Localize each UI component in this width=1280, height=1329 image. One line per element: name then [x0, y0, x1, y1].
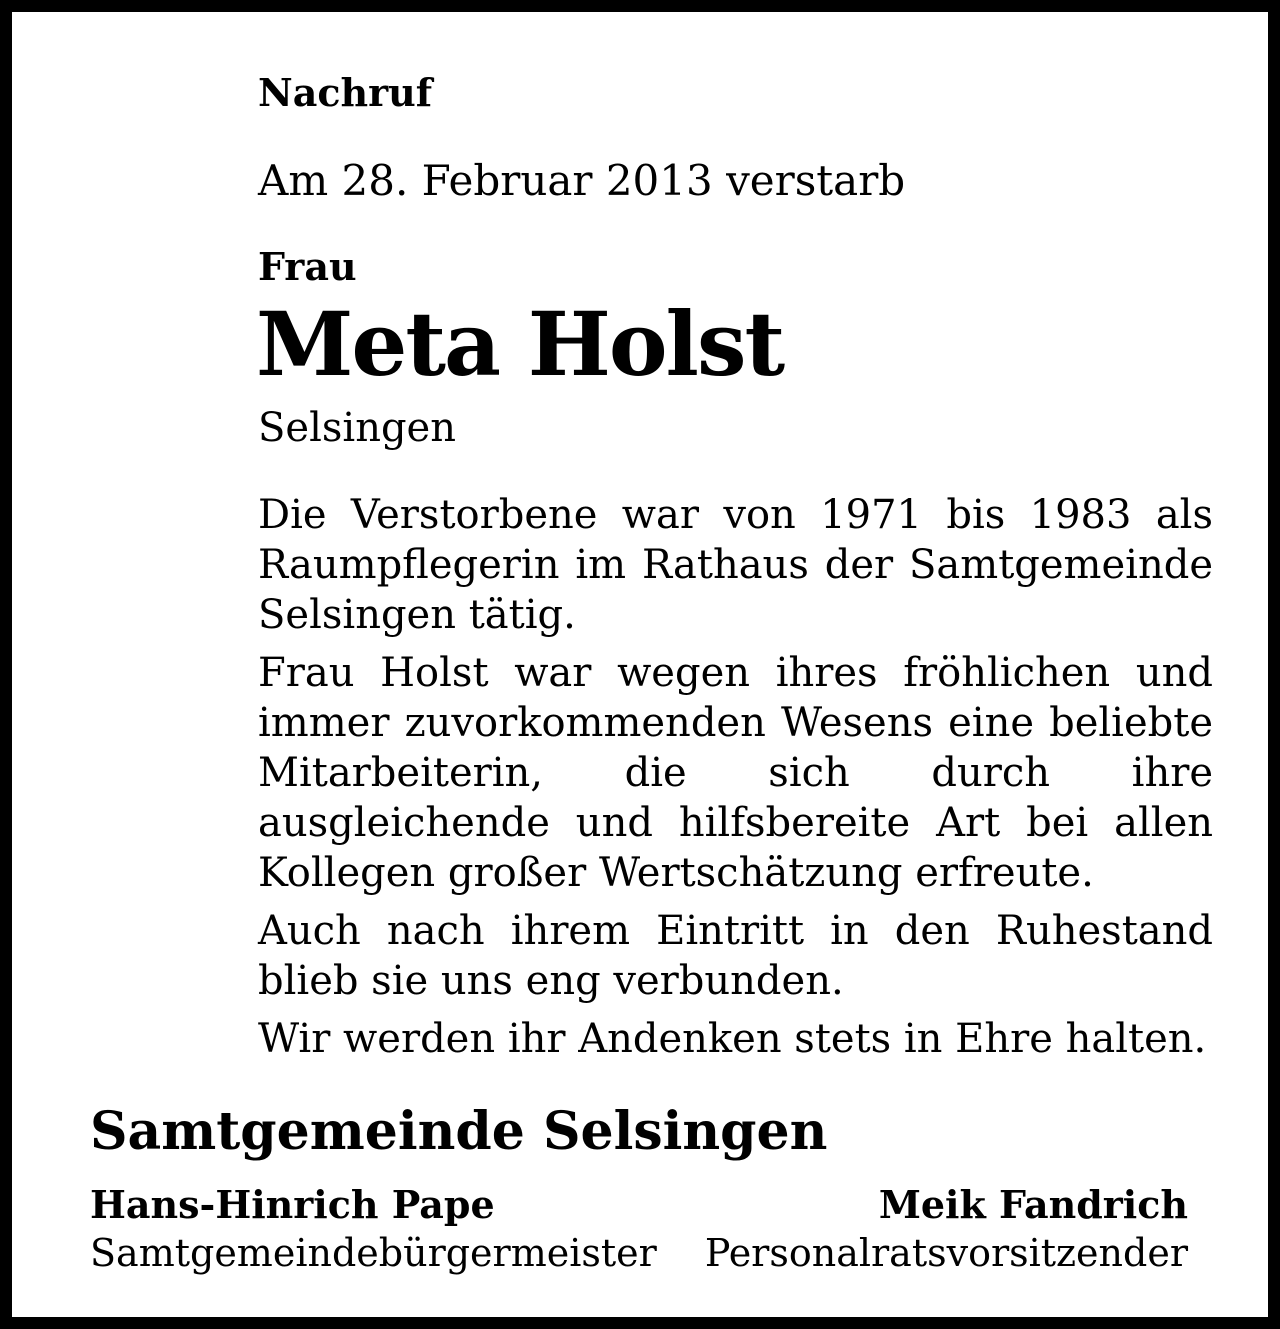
- signatory-left-name: Hans-Hinrich Pape: [90, 1182, 495, 1227]
- signatory-left-role: Samtgemeindebürgermeister: [90, 1231, 657, 1275]
- obituary-body: [258, 490, 1213, 1072]
- paragraph-service: Die Verstorbene war von 1971 bis 1983 als Raumpflegerin im Rathaus der Samtgemeinde Selsingen tätig.: [258, 492, 1213, 638]
- paragraph-character: Frau Holst war wegen ihres fröhlichen und immer zuvorkommenden Wesens eine beliebte Mitarbeiterin, die sich durch ihre ausgleichende und hilfsbereite Art bei allen Kollegen großer Wertschätzung erfreute.: [258, 650, 1213, 896]
- organization-name: Samtgemeinde Selsingen: [90, 1101, 828, 1162]
- signatory-right-name: Meik Fandrich: [878, 1182, 1188, 1227]
- paragraph-retirement: Auch nach ihrem Eintritt in den Ruhestand blieb sie uns eng verbunden.: [258, 908, 1213, 1004]
- death-date-line: Am 28. Februar 2013 verstarb: [258, 156, 906, 205]
- deceased-place: Selsingen: [258, 405, 456, 451]
- signatory-right-role: Personalratsvorsitzender: [704, 1231, 1188, 1275]
- paragraph-closing: Wir werden ihr Andenken stets in Ehre halten.: [258, 1016, 1207, 1062]
- notice-heading: Nachruf: [258, 70, 433, 115]
- salutation: Frau: [258, 244, 357, 289]
- deceased-name: Meta Holst: [256, 292, 784, 396]
